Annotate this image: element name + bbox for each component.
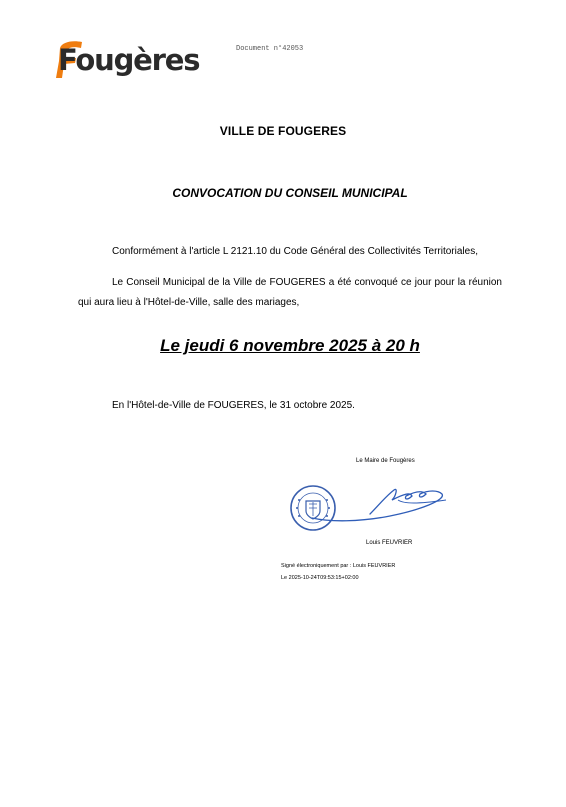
document-number: Document n°42053 <box>236 45 304 53</box>
meeting-date: Le jeudi 6 novembre 2025 à 20 h <box>160 336 420 355</box>
document-title: CONVOCATION DU CONSEIL MUNICIPAL <box>172 186 408 200</box>
electronic-signature-timestamp: Le 2025-10-24T09:53:15+02:00 <box>281 575 359 581</box>
logo-text: Fougères <box>58 43 200 77</box>
mayor-title: Le Maire de Fougères <box>356 458 415 464</box>
fougeres-logo <box>52 38 212 84</box>
legal-reference-paragraph: Conformément à l'article L 2121.10 du Code Général des Collectivités Territoriales, <box>112 246 478 257</box>
convocation-paragraph: Le Conseil Municipal de la Ville de FOUGERES a été convoqué ce jour pour la réunion qui aura lieu à l'Hôtel-de-Ville, salle des mariages, <box>78 277 502 308</box>
mayor-name: Louis FEUVRIER <box>366 540 413 546</box>
city-heading: VILLE DE FOUGERES <box>219 124 347 138</box>
handwritten-signature <box>300 470 470 540</box>
electronic-signature-signer: Signé électroniquement par : Louis FEUVRIER <box>281 563 396 569</box>
place-and-date: En l'Hôtel-de-Ville de FOUGERES, le 31 octobre 2025. <box>112 400 355 411</box>
